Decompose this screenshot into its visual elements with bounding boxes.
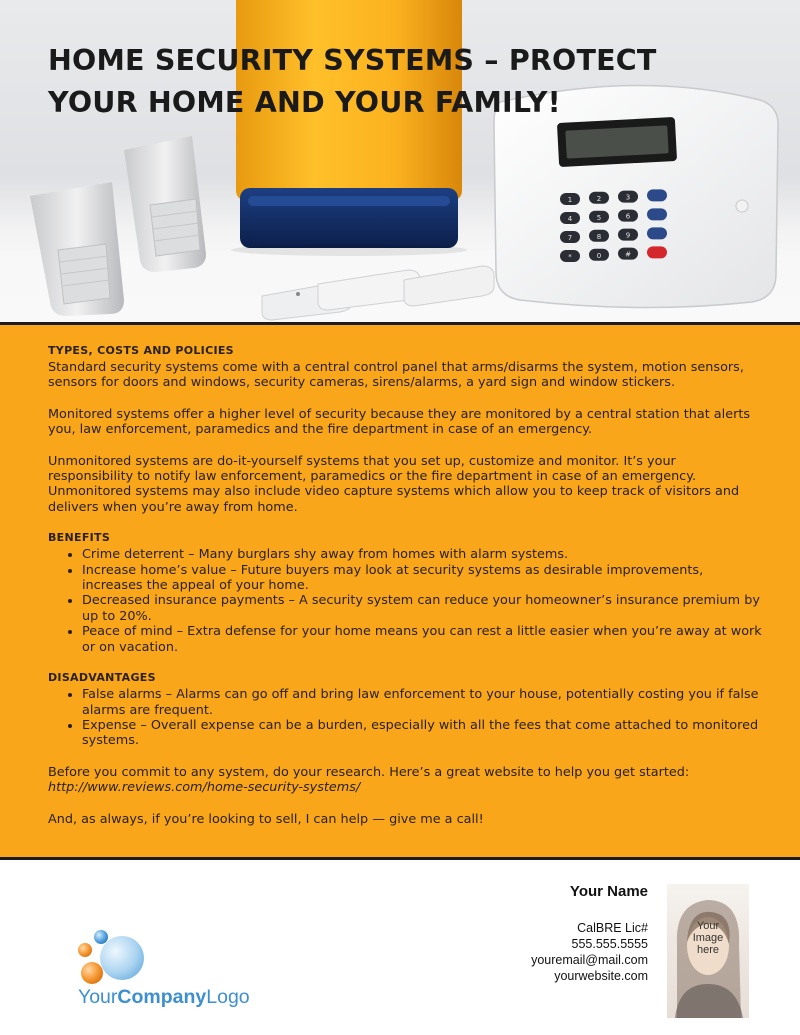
keypad-key-label: 5 — [596, 213, 602, 222]
keypad-key-label: 9 — [625, 231, 631, 240]
keypad-key-label: 2 — [596, 194, 602, 203]
list-item: • Decreased insurance payments – A security system can reduce your homeowner’s insurance premium by up to 20%. — [82, 593, 763, 624]
keypad-key-label: 3 — [625, 193, 631, 202]
paragraph-closing — [48, 765, 763, 796]
keypad-key-label: 0 — [596, 251, 602, 260]
keypad-key — [647, 208, 667, 220]
paragraph-standard-systems: Standard security systems come with a central control panel that arms/disarms the system, motion sensors, sensors for doors and windows, security cameras, sirens/alarms, a yard sign and window stickers. — [48, 360, 744, 391]
section-heading-disadvantages: DISADVANTAGES — [48, 671, 156, 685]
photo-text-line: here — [696, 944, 720, 956]
keypad-key — [647, 246, 667, 258]
paragraph-signoff: And, as always, if you’re looking to sell, I can help — give me a call! — [48, 811, 484, 827]
disadvantages-list — [48, 687, 763, 749]
agent-phone[interactable]: 555.555.5555 — [571, 937, 648, 951]
keypad-key-label: 6 — [625, 212, 631, 221]
list-item: • Crime deterrent – Many burglars shy away from homes with alarm systems. — [82, 547, 763, 562]
paragraph-unmonitored-systems: Unmonitored systems are do-it-yourself systems that you set up, customize and monitor. It’s your responsibility to notify law enforcement, paramedics or the fire department in case of an emergency. Unmonitored systems may also include video capture systems which allow you to keep track of visitors and delivers when you’re away from home. — [48, 453, 740, 515]
keypad-key-label: 4 — [567, 215, 573, 223]
paragraph-monitored-systems: Monitored systems offer a higher level of security because they are monitored by a central station that alerts you, law enforcement, paramedics and the fire department in case of an emergency. — [48, 406, 751, 438]
keypad-key-label: 8 — [596, 232, 602, 241]
photo-text-line: Image — [692, 932, 724, 944]
list-item: • False alarms – Alarms can go off and bring law enforcement to your house, potentially costing you if false alarms are frequent. — [82, 687, 763, 718]
agent-name: Your Name — [569, 883, 648, 900]
logo-word-logo: Logo — [206, 986, 250, 1008]
section-heading-types: TYPES, COSTS AND POLICIES — [48, 344, 234, 357]
keypad-key-label: * — [568, 253, 572, 261]
agent-contact-block — [531, 884, 648, 984]
list-item: • Increase home’s value – Future buyers may look at security systems as desirable improvements, increases the appeal of your home. — [82, 563, 763, 594]
article-body — [48, 344, 763, 827]
keypad-key-label: 7 — [567, 234, 573, 242]
keypad-key-label: # — [625, 250, 631, 259]
agent-license: CalBRE Lic# — [577, 921, 648, 935]
keypad-key — [647, 227, 667, 239]
company-logo-text — [78, 986, 250, 1009]
reviews-link[interactable]: http://www.reviews.com/home-security-systems/ — [48, 780, 361, 796]
logo-word-your: Your — [78, 986, 118, 1008]
agent-photo-placeholder — [667, 884, 749, 1018]
closing-text: Before you commit to any system, do your research. Here’s a great website to help you get started: — [48, 764, 690, 780]
benefits-list — [48, 547, 763, 655]
section-heading-benefits: BENEFITS — [48, 531, 111, 545]
page-title: HOME SECURITY SYSTEMS – PROTECT YOUR HOME AND YOUR FAMILY! — [48, 44, 657, 119]
photo-placeholder-text — [667, 920, 749, 956]
keypad-key-label: 1 — [567, 196, 573, 204]
logo-word-company: Company — [117, 986, 207, 1008]
keypad-key — [647, 189, 667, 201]
agent-email[interactable]: youremail@mail.com — [531, 953, 648, 967]
list-item: • Expense – Overall expense can be a burden, especially with all the fees that come attached to monitored systems. — [82, 718, 763, 749]
agent-website[interactable]: yourwebsite.com — [554, 969, 648, 983]
list-item: • Peace of mind – Extra defense for your home means you can rest a little easier when you’re away at work or on vacation. — [82, 624, 763, 655]
siren — [231, 0, 467, 256]
hero-image — [0, 0, 800, 322]
photo-text-line: Your — [696, 920, 720, 932]
